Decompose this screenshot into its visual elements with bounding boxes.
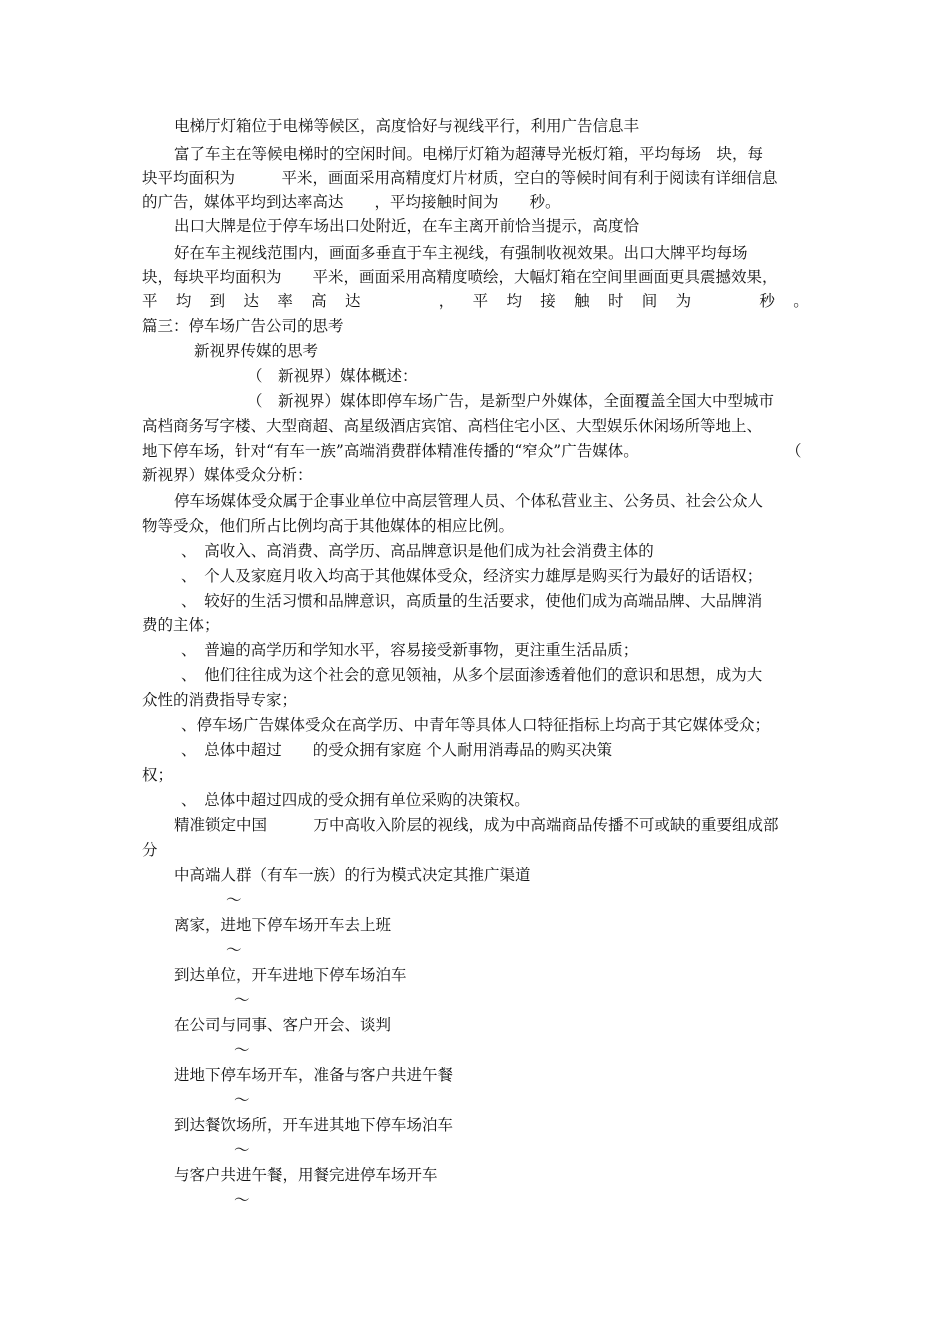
justified-char: 。	[793, 292, 809, 310]
justified-char: 率	[277, 292, 293, 310]
tilde-separator: ～	[234, 991, 250, 1009]
paragraph-line: 中高端人群（有车一族）的行为模式决定其推广渠道	[174, 866, 531, 884]
justified-char: 平	[142, 292, 158, 310]
list-item: 、 总体中超过 的受众拥有家庭 个人耐用消毒品的购买决策	[181, 741, 613, 759]
list-item: 众性的消费指导专家；	[142, 691, 298, 709]
justified-char: 均	[175, 292, 192, 310]
list-item: 权；	[142, 766, 174, 784]
tilde-separator: ～	[234, 1091, 250, 1109]
tilde-separator: ～	[226, 891, 242, 909]
paragraph-line: 好在车主视线范围内，画面多垂直于车主视线，有强制收视效果。出口大牌平均每场	[174, 244, 748, 262]
justified-char: 达	[243, 292, 259, 310]
paragraph-line: 电梯厅灯箱位于电梯等候区，高度恰好与视线平行，利用广告信息丰	[174, 117, 640, 135]
paragraph-line: 地下停车场，针对“有车一族”高端消费群体精准传播的“窄众”广告媒体。	[142, 442, 639, 460]
paragraph-line: 停车场媒体受众属于企事业单位中高层管理人员、个体私营业主、公务员、社会公众人	[174, 492, 764, 510]
flow-step: 到达餐饮场所，开车进其地下停车场泊车	[174, 1116, 454, 1134]
list-item: 、 普遍的高学历和学知水平，容易接受新事物，更注重生活品质；	[181, 641, 639, 659]
paragraph-line: （	[786, 442, 802, 460]
tilde-separator: ～	[234, 1191, 250, 1209]
list-item: 、停车场广告媒体受众在高学历、中青年等具体人口特征指标上均高于其它媒体受众；	[181, 716, 771, 734]
paragraph-line: 新视界）媒体受众分析：	[142, 466, 313, 484]
tilde-separator: ～	[234, 1041, 250, 1059]
flow-step: 在公司与同事、客户开会、谈判	[174, 1016, 392, 1034]
paragraph-line: 分	[142, 841, 158, 859]
justified-char: 时	[607, 292, 624, 310]
paragraph-line: 高档商务写字楼、大型商超、高星级酒店宾馆、高档住宅小区、大型娱乐休闲场所等地上、	[142, 417, 763, 435]
justified-line	[142, 294, 809, 310]
paragraph-line: 精准锁定中国 万中高收入阶层的视线，成为中高端商品传播不可或缺的重要组成部	[174, 816, 779, 834]
flow-step: 进地下停车场开车，准备与客户共进午餐	[174, 1066, 454, 1084]
section-heading: 篇三：停车场广告公司的思考	[142, 317, 344, 335]
list-item: 费的主体；	[142, 616, 220, 634]
paragraph-line: 富了车主在等候电梯时的空闲时间。电梯厅灯箱为超薄导光板灯箱，平均每场 块，每	[174, 145, 764, 163]
tilde-separator: ～	[226, 941, 242, 959]
justified-char: 为	[675, 292, 692, 310]
list-item: 、 他们往往成为这个社会的意见领袖，从多个层面渗透着他们的意识和思想，成为大	[181, 666, 763, 684]
list-item: 、 总体中超过四成的受众拥有单位采购的决策权。	[181, 791, 530, 809]
subheading: 新视界传媒的思考	[194, 342, 319, 360]
flow-step: 与客户共进午餐，用餐完进停车场开车	[174, 1166, 438, 1184]
paragraph-line: 出口大牌是位于停车场出口处附近，在车主离开前恰当提示，高度恰	[174, 217, 640, 235]
justified-char: 达	[344, 292, 361, 310]
paragraph-line: 块平均面积为 平米，画面采用高精度灯片材质，空白的等候时间有利于阅读有详细信息	[142, 169, 778, 187]
list-item: 、 个人及家庭月收入均高于其他媒体受众，经济实力雄厚是购买行为最好的话语权；	[181, 567, 763, 585]
justified-char: 接	[540, 292, 556, 310]
list-item: 、 较好的生活习惯和品牌意识，高质量的生活要求，使他们成为高端品牌、大品牌消	[181, 592, 763, 610]
justified-char: 间	[641, 292, 658, 310]
paragraph-line: 块，每块平均面积为 平米，画面采用高精度喷绘，大幅灯箱在空间里画面更具震撼效果，	[142, 268, 778, 286]
paragraph-line: （ 新视界）媒体即停车场广告，是新型户外媒体，全面覆盖全国大中型城市	[247, 392, 775, 410]
flow-step: 到达单位，开车进地下停车场泊车	[174, 966, 407, 984]
paragraph-line: 物等受众，他们所占比例均高于其他媒体的相应比例。	[142, 517, 515, 535]
tilde-separator: ～	[234, 1141, 250, 1159]
justified-char: 秒	[759, 292, 775, 310]
justified-char: 高	[311, 292, 327, 310]
justified-char: 触	[574, 292, 590, 310]
list-item: 、 高收入、高消费、高学历、高品牌意识是他们成为社会消费主体的	[181, 542, 654, 560]
justified-char: ，	[438, 292, 455, 310]
paragraph-line: 的广告，媒体平均到达率高达 ，平均接触时间为 秒。	[142, 193, 561, 211]
flow-step: 离家，进地下停车场开车去上班	[174, 916, 392, 934]
justified-char: 均	[506, 292, 522, 310]
justified-char: 到	[209, 292, 226, 310]
justified-char: 平	[472, 292, 489, 310]
paragraph-line: （ 新视界）媒体概述：	[247, 367, 418, 385]
